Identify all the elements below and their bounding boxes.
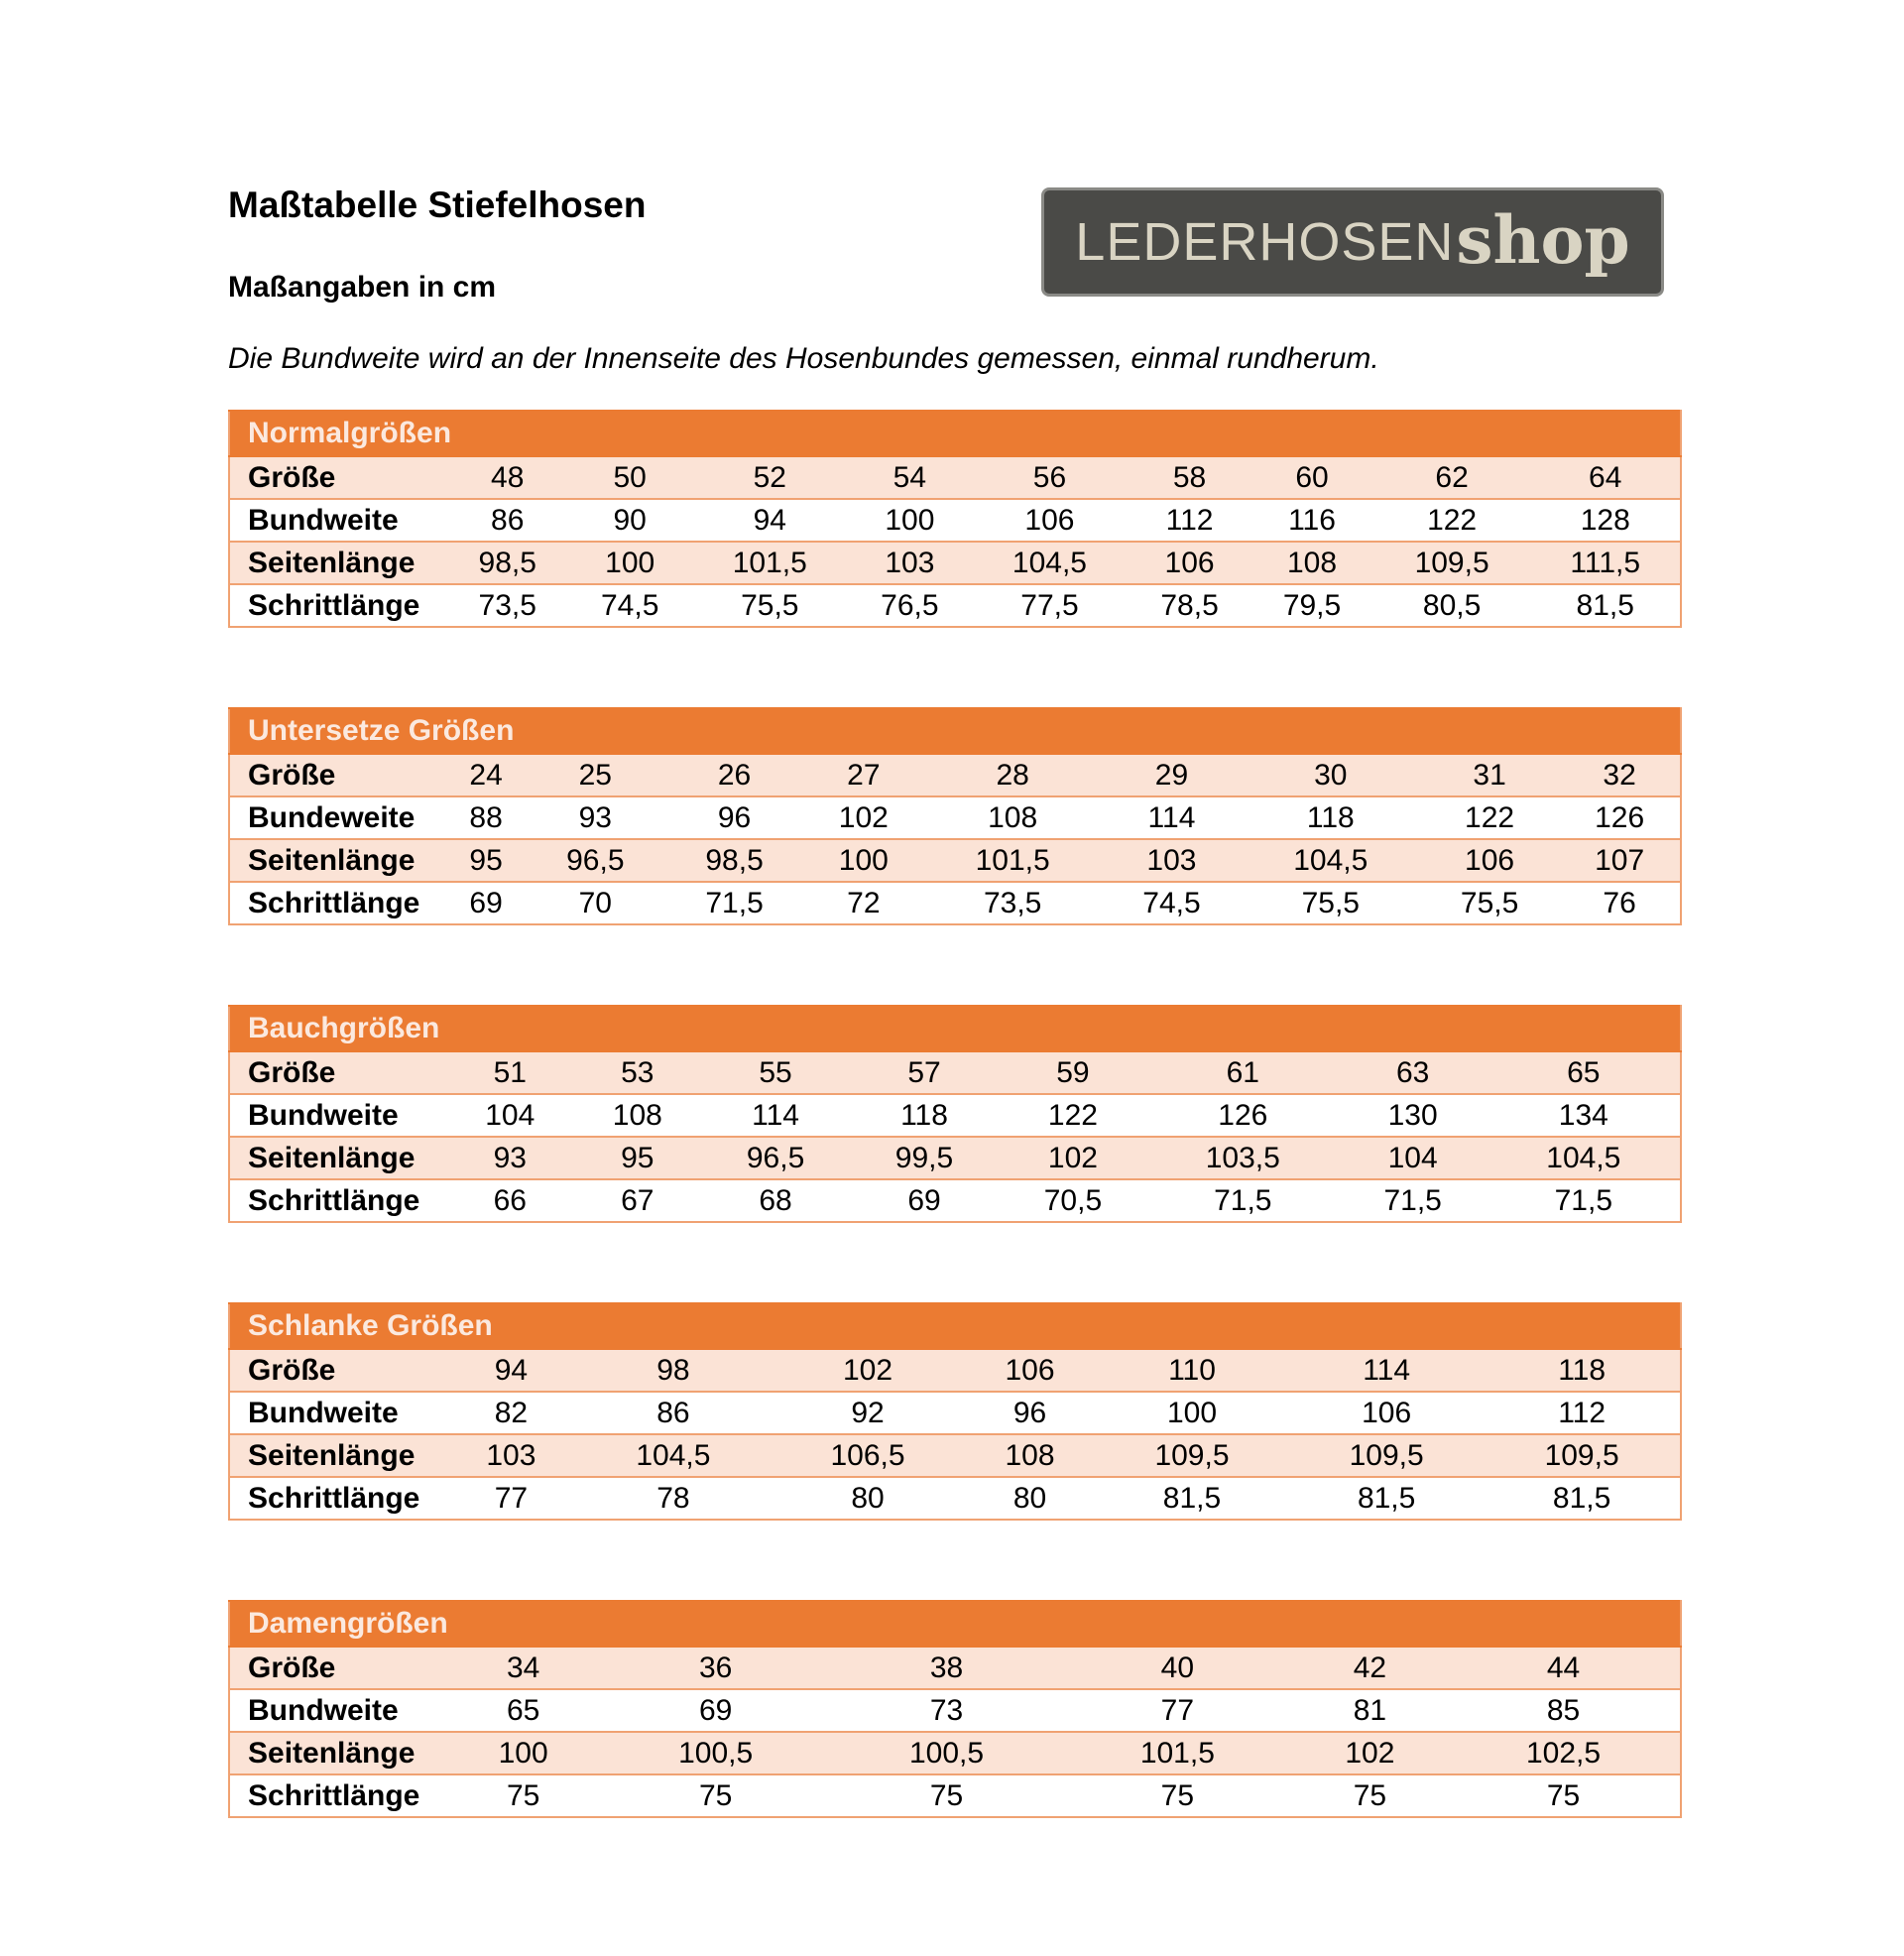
lederhosenshop-logo [1041,187,1664,297]
table-cell: 25 [526,754,664,796]
table-cell: 95 [446,839,526,882]
size-table [228,1005,1682,1223]
table-header-row [229,411,1681,456]
table-cell: 101,5 [691,542,849,584]
table-cell: 60 [1250,456,1372,499]
table-cell: 106 [1289,1392,1484,1434]
table-cell: 68 [701,1179,850,1222]
table-cell: 75 [1447,1774,1681,1817]
table-cell: 109,5 [1289,1434,1484,1477]
table-cell: 95 [574,1137,702,1179]
table-row [229,1137,1681,1179]
table-cell: 102 [804,796,923,839]
table-cell: 98,5 [664,839,803,882]
table-cell: 102,5 [1447,1732,1681,1774]
table-cell: 72 [804,882,923,924]
table-cell: 102 [1293,1732,1447,1774]
table-cell: 52 [691,456,849,499]
table-cell: 65 [446,1689,600,1732]
table-cell: 62 [1373,456,1531,499]
table-title: Untersetze Größen [229,708,1681,754]
row-label: Bundeweite [229,796,446,839]
table-cell: 69 [446,882,526,924]
table-cell: 63 [1339,1051,1488,1094]
table-header-row [229,1006,1681,1051]
table-cell: 24 [446,754,526,796]
table-row [229,1732,1681,1774]
table-cell: 58 [1129,456,1250,499]
table-cell: 94 [446,1349,576,1392]
row-label: Schrittlänge [229,882,446,924]
table-cell: 81,5 [1095,1477,1289,1520]
table-cell: 101,5 [923,839,1102,882]
table-cell: 71,5 [1488,1179,1681,1222]
table-cell: 93 [446,1137,574,1179]
table-cell: 100,5 [600,1732,831,1774]
table-cell: 100 [446,1732,600,1774]
table-cell: 56 [971,456,1129,499]
table-cell: 103 [1102,839,1241,882]
table-cell: 122 [1420,796,1559,839]
table-cell: 110 [1095,1349,1289,1392]
size-table [228,1302,1682,1521]
row-label: Schrittlänge [229,1477,446,1520]
table-row [229,456,1681,499]
table-cell: 114 [701,1094,850,1137]
page-title: Maßtabelle Stiefelhosen [228,184,647,225]
table-row [229,1774,1681,1817]
table-row [229,754,1681,796]
table-cell: 67 [574,1179,702,1222]
table-row [229,1179,1681,1222]
table-cell: 106 [1420,839,1559,882]
table-cell: 30 [1242,754,1420,796]
table-cell: 104,5 [1488,1137,1681,1179]
table-header-row [229,1601,1681,1647]
table-cell: 112 [1129,499,1250,542]
table-cell: 59 [999,1051,1147,1094]
table-cell: 103 [849,542,971,584]
table-cell: 118 [850,1094,999,1137]
table-cell: 101,5 [1062,1732,1293,1774]
table-cell: 109,5 [1095,1434,1289,1477]
table-cell: 36 [600,1647,831,1689]
table-cell: 108 [574,1094,702,1137]
table-cell: 107 [1559,839,1681,882]
table-cell: 109,5 [1484,1434,1681,1477]
table-row [229,1434,1681,1477]
table-cell: 92 [771,1392,965,1434]
table-cell: 70 [526,882,664,924]
table-cell: 108 [965,1434,1095,1477]
table-cell: 100,5 [831,1732,1062,1774]
size-table [228,707,1682,925]
table-cell: 108 [1250,542,1372,584]
table-cell: 32 [1559,754,1681,796]
table-cell: 77,5 [971,584,1129,627]
table-cell: 51 [446,1051,574,1094]
table-cell: 106 [971,499,1129,542]
table-cell: 98 [576,1349,771,1392]
row-label: Seitenlänge [229,542,446,584]
table-cell: 64 [1530,456,1681,499]
table-cell: 128 [1530,499,1681,542]
table-cell: 26 [664,754,803,796]
table-cell: 73,5 [446,584,568,627]
table-cell: 77 [1062,1689,1293,1732]
measurement-note: Die Bundweite wird an der Innenseite des Hosenbundes gemessen, einmal rundherum. [228,342,1379,375]
table-row [229,1094,1681,1137]
row-label: Größe [229,1647,446,1689]
table-cell: 75 [1293,1774,1447,1817]
table-cell: 130 [1339,1094,1488,1137]
row-label: Größe [229,1051,446,1094]
table-cell: 112 [1484,1392,1681,1434]
table-cell: 116 [1250,499,1372,542]
table-row [229,499,1681,542]
table-cell: 96,5 [526,839,664,882]
table-cell: 114 [1289,1349,1484,1392]
table-cell: 81,5 [1530,584,1681,627]
table-cell: 104,5 [1242,839,1420,882]
table-cell: 75 [831,1774,1062,1817]
table-cell: 75,5 [1242,882,1420,924]
table-cell: 104,5 [576,1434,771,1477]
table-cell: 134 [1488,1094,1681,1137]
table-cell: 81,5 [1289,1477,1484,1520]
table-cell: 74,5 [1102,882,1241,924]
table-title: Schlanke Größen [229,1303,1681,1349]
table-cell: 77 [446,1477,576,1520]
table-cell: 122 [999,1094,1147,1137]
table-cell: 86 [576,1392,771,1434]
table-cell: 80 [771,1477,965,1520]
table-cell: 50 [568,456,690,499]
table-cell: 78,5 [1129,584,1250,627]
table-cell: 44 [1447,1647,1681,1689]
table-title: Normalgrößen [229,411,1681,456]
table-cell: 76 [1559,882,1681,924]
table-header-row [229,708,1681,754]
table-row [229,542,1681,584]
table-cell: 53 [574,1051,702,1094]
table-cell: 78 [576,1477,771,1520]
table-header-row [229,1303,1681,1349]
row-label: Seitenlänge [229,1434,446,1477]
logo-text-light: LEDERHOSEN [1075,212,1455,272]
table-cell: 71,5 [1339,1179,1488,1222]
table-cell: 40 [1062,1647,1293,1689]
row-label: Seitenlänge [229,1732,446,1774]
table-cell: 27 [804,754,923,796]
table-cell: 29 [1102,754,1241,796]
row-label: Seitenlänge [229,1137,446,1179]
table-cell: 71,5 [664,882,803,924]
table-cell: 75 [600,1774,831,1817]
table-cell: 55 [701,1051,850,1094]
table-cell: 42 [1293,1647,1447,1689]
table-cell: 102 [999,1137,1147,1179]
table-cell: 85 [1447,1689,1681,1732]
table-row [229,1392,1681,1434]
table-cell: 96 [965,1392,1095,1434]
row-label: Bundweite [229,1689,446,1732]
row-label: Größe [229,754,446,796]
table-cell: 57 [850,1051,999,1094]
table-row [229,1689,1681,1732]
size-table [228,1600,1682,1818]
table-cell: 69 [850,1179,999,1222]
table-row [229,839,1681,882]
table-cell: 96 [664,796,803,839]
table-cell: 79,5 [1250,584,1372,627]
table-cell: 102 [771,1349,965,1392]
table-cell: 80 [965,1477,1095,1520]
table-cell: 75 [446,1774,600,1817]
table-row [229,796,1681,839]
table-cell: 71,5 [1147,1179,1339,1222]
size-table [228,410,1682,628]
table-cell: 106 [965,1349,1095,1392]
table-cell: 74,5 [568,584,690,627]
row-label: Schrittlänge [229,1774,446,1817]
table-cell: 81,5 [1484,1477,1681,1520]
table-cell: 106,5 [771,1434,965,1477]
table-cell: 86 [446,499,568,542]
table-cell: 73 [831,1689,1062,1732]
table-cell: 28 [923,754,1102,796]
table-cell: 82 [446,1392,576,1434]
table-cell: 104,5 [971,542,1129,584]
table-cell: 69 [600,1689,831,1732]
table-cell: 103 [446,1434,576,1477]
table-row [229,1477,1681,1520]
row-label: Größe [229,1349,446,1392]
table-cell: 118 [1242,796,1420,839]
table-cell: 48 [446,456,568,499]
table-cell: 96,5 [701,1137,850,1179]
table-cell: 114 [1102,796,1241,839]
row-label: Schrittlänge [229,584,446,627]
table-cell: 93 [526,796,664,839]
row-label: Schrittlänge [229,1179,446,1222]
table-cell: 122 [1373,499,1531,542]
table-cell: 103,5 [1147,1137,1339,1179]
table-cell: 38 [831,1647,1062,1689]
table-cell: 126 [1147,1094,1339,1137]
table-cell: 54 [849,456,971,499]
table-cell: 31 [1420,754,1559,796]
table-cell: 94 [691,499,849,542]
table-cell: 104 [1339,1137,1488,1179]
table-cell: 99,5 [850,1137,999,1179]
logo-text-bold: shop [1456,201,1630,279]
table-row [229,1051,1681,1094]
table-cell: 100 [568,542,690,584]
table-row [229,584,1681,627]
table-cell: 75,5 [1420,882,1559,924]
row-label: Bundweite [229,1094,446,1137]
table-cell: 90 [568,499,690,542]
table-cell: 34 [446,1647,600,1689]
row-label: Größe [229,456,446,499]
row-label: Bundweite [229,1392,446,1434]
table-cell: 88 [446,796,526,839]
units-subtitle: Maßangaben in cm [228,271,497,304]
table-cell: 76,5 [849,584,971,627]
table-cell: 80,5 [1373,584,1531,627]
table-cell: 73,5 [923,882,1102,924]
table-cell: 81 [1293,1689,1447,1732]
table-cell: 98,5 [446,542,568,584]
table-cell: 104 [446,1094,574,1137]
table-cell: 65 [1488,1051,1681,1094]
table-cell: 111,5 [1530,542,1681,584]
table-row [229,882,1681,924]
table-cell: 61 [1147,1051,1339,1094]
table-cell: 100 [804,839,923,882]
table-cell: 100 [849,499,971,542]
table-cell: 75 [1062,1774,1293,1817]
table-cell: 70,5 [999,1179,1147,1222]
table-cell: 106 [1129,542,1250,584]
table-cell: 66 [446,1179,574,1222]
table-row [229,1349,1681,1392]
table-cell: 75,5 [691,584,849,627]
table-title: Damengrößen [229,1601,1681,1647]
table-cell: 109,5 [1373,542,1531,584]
table-cell: 100 [1095,1392,1289,1434]
row-label: Bundweite [229,499,446,542]
row-label: Seitenlänge [229,839,446,882]
table-row [229,1647,1681,1689]
table-cell: 118 [1484,1349,1681,1392]
table-cell: 126 [1559,796,1681,839]
table-cell: 108 [923,796,1102,839]
table-title: Bauchgrößen [229,1006,1681,1051]
